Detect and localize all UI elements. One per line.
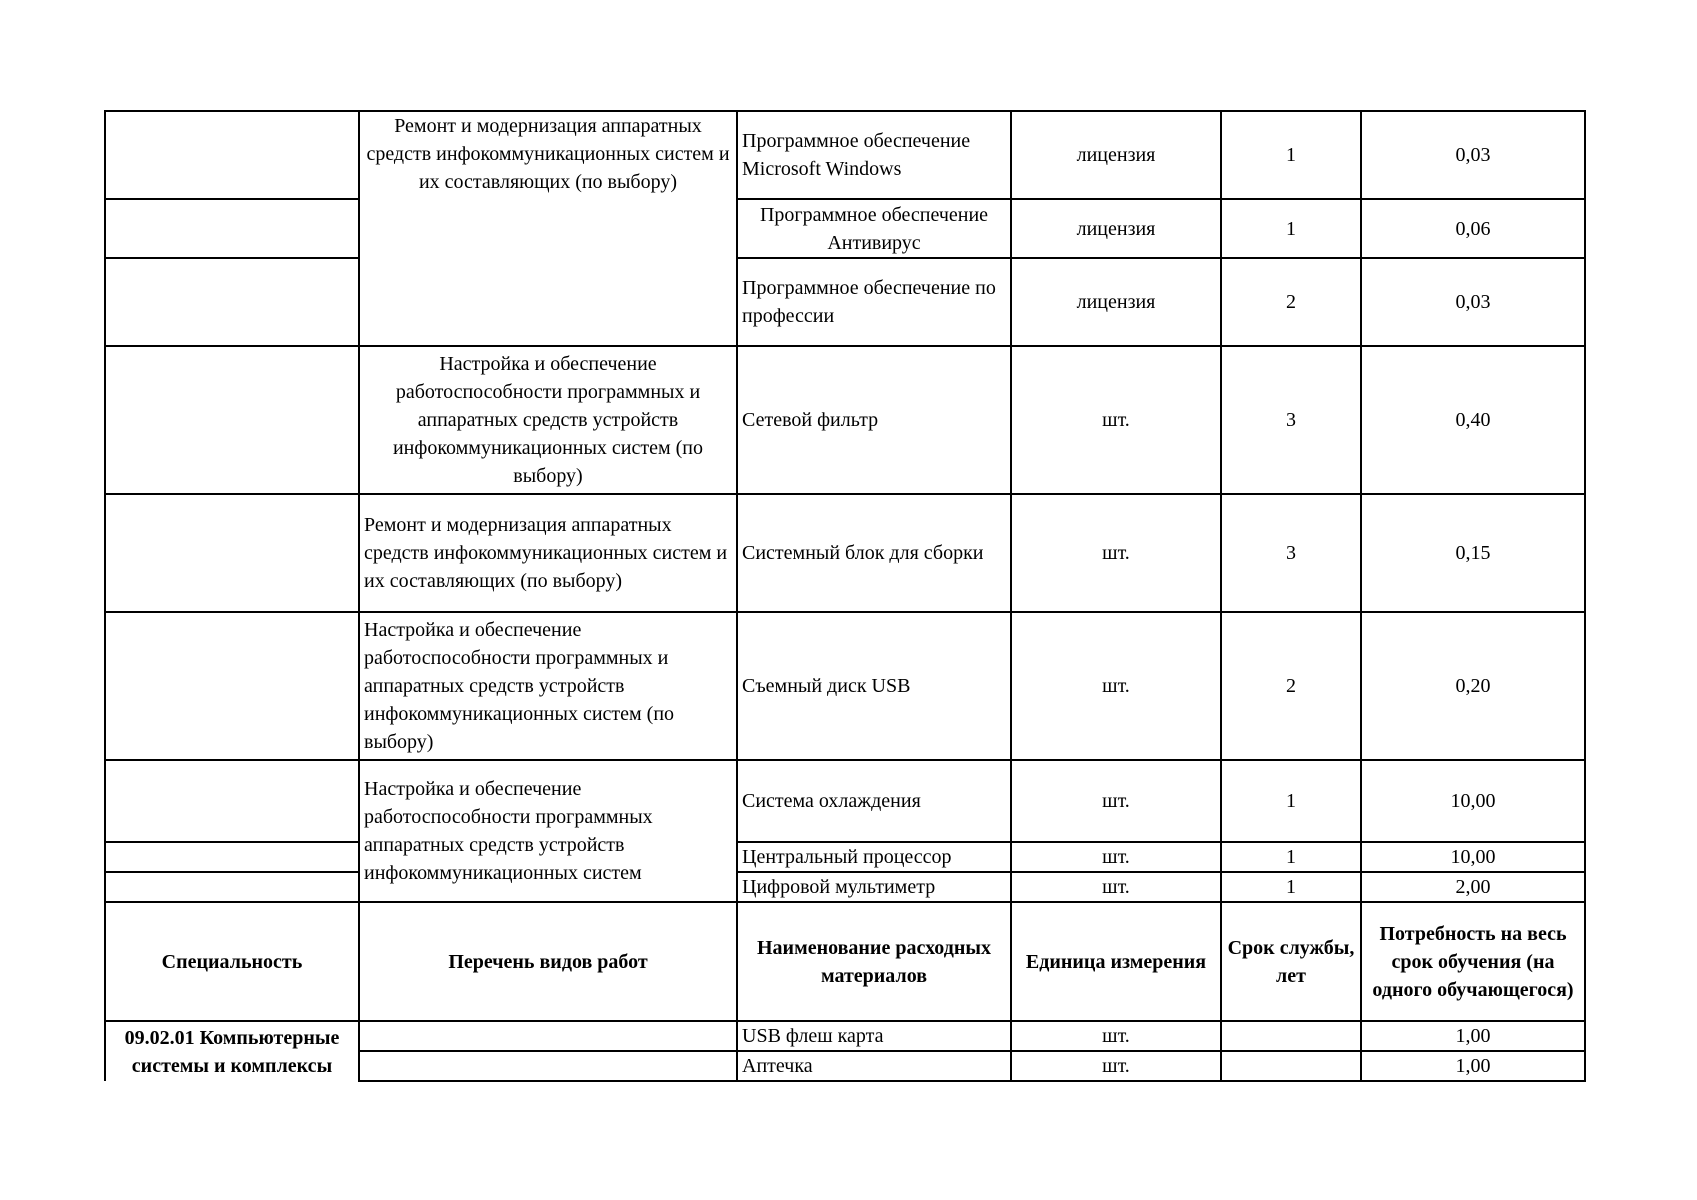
unit-cell: шт. [1011, 1021, 1221, 1051]
need-cell: 1,00 [1361, 1021, 1585, 1051]
material-cell: Аптечка [737, 1051, 1011, 1081]
unit-cell: шт. [1011, 872, 1221, 902]
service-life-cell: 3 [1221, 346, 1361, 494]
unit-cell: лицензия [1011, 258, 1221, 346]
unit-cell: шт. [1011, 612, 1221, 760]
unit-cell: шт. [1011, 842, 1221, 872]
service-life-cell [1221, 1021, 1361, 1051]
table-row [105, 346, 1585, 494]
unit-cell: лицензия [1011, 199, 1221, 258]
material-cell: USB флеш карта [737, 1021, 1011, 1051]
specialty-cell [105, 346, 359, 494]
header-specialty: Специальность [105, 902, 359, 1021]
specialty-cell [105, 258, 359, 346]
service-life-cell: 1 [1221, 199, 1361, 258]
unit-cell: лицензия [1011, 111, 1221, 199]
work-type-cell: Настройка и обеспечение работоспособности программных и аппаратных средств устройств инфокоммуникационных систем (по выбору) [359, 612, 737, 760]
material-cell: Съемный диск USB [737, 612, 1011, 760]
service-life-cell [1221, 1051, 1361, 1081]
material-cell: Центральный процессор [737, 842, 1011, 872]
need-cell: 1,00 [1361, 1051, 1585, 1081]
table-header-row [105, 902, 1585, 1021]
material-cell: Система охлаждения [737, 760, 1011, 842]
specialty-cell [105, 111, 359, 199]
material-cell: Программное обеспечение Антивирус [737, 199, 1011, 258]
need-cell: 0,03 [1361, 111, 1585, 199]
header-need: Потребность на весь срок обучения (на одного обучающегося) [1361, 902, 1585, 1021]
work-type-cell: Ремонт и модернизация аппаратных средств инфокоммуникационных систем и их составляющих (по выбору) [359, 111, 737, 346]
specialty-name-cell: 09.02.01 Компьютерные системы и комплексы [105, 1021, 359, 1081]
table-row [105, 612, 1585, 760]
work-type-cell: Настройка и обеспечение работоспособности программных и аппаратных средств устройств инфокоммуникационных систем (по выбору) [359, 346, 737, 494]
specialty-cell [105, 842, 359, 872]
consumables-table [104, 110, 1586, 1082]
unit-cell: шт. [1011, 346, 1221, 494]
work-type-cell: Настройка и обеспечение работоспособности программных аппаратных средств устройств инфокоммуникационных систем [359, 760, 737, 902]
service-life-cell: 1 [1221, 872, 1361, 902]
table-row [105, 872, 1585, 902]
specialty-cell [105, 872, 359, 902]
specialty-cell [105, 494, 359, 612]
need-cell: 0,03 [1361, 258, 1585, 346]
table-row [105, 199, 1585, 258]
specialty-cell [105, 199, 359, 258]
header-works: Перечень видов работ [359, 902, 737, 1021]
work-type-cell [359, 1021, 737, 1051]
work-type-cell: Ремонт и модернизация аппаратных средств инфокоммуникационных систем и их составляющих (по выбору) [359, 494, 737, 612]
material-cell: Цифровой мультиметр [737, 872, 1011, 902]
need-cell: 0,06 [1361, 199, 1585, 258]
service-life-cell: 1 [1221, 111, 1361, 199]
service-life-cell: 2 [1221, 258, 1361, 346]
service-life-cell: 1 [1221, 842, 1361, 872]
header-material: Наименование расходных материалов [737, 902, 1011, 1021]
table-row [105, 494, 1585, 612]
need-cell: 0,40 [1361, 346, 1585, 494]
table-row [105, 760, 1585, 842]
specialty-cell [105, 760, 359, 842]
service-life-cell: 3 [1221, 494, 1361, 612]
table-row [105, 842, 1585, 872]
service-life-cell: 1 [1221, 760, 1361, 842]
need-cell: 0,20 [1361, 612, 1585, 760]
material-cell: Программное обеспечение Microsoft Windows [737, 111, 1011, 199]
table-row [105, 1021, 1585, 1051]
specialty-cell [105, 612, 359, 760]
table-row [105, 111, 1585, 199]
header-unit: Единица измерения [1011, 902, 1221, 1021]
unit-cell: шт. [1011, 760, 1221, 842]
table-row [105, 258, 1585, 346]
need-cell: 10,00 [1361, 760, 1585, 842]
need-cell: 2,00 [1361, 872, 1585, 902]
material-cell: Сетевой фильтр [737, 346, 1011, 494]
material-cell: Системный блок для сборки [737, 494, 1011, 612]
header-service-life: Срок службы, лет [1221, 902, 1361, 1021]
work-type-cell [359, 1051, 737, 1081]
need-cell: 10,00 [1361, 842, 1585, 872]
service-life-cell: 2 [1221, 612, 1361, 760]
unit-cell: шт. [1011, 494, 1221, 612]
unit-cell: шт. [1011, 1051, 1221, 1081]
material-cell: Программное обеспечение по профессии [737, 258, 1011, 346]
need-cell: 0,15 [1361, 494, 1585, 612]
